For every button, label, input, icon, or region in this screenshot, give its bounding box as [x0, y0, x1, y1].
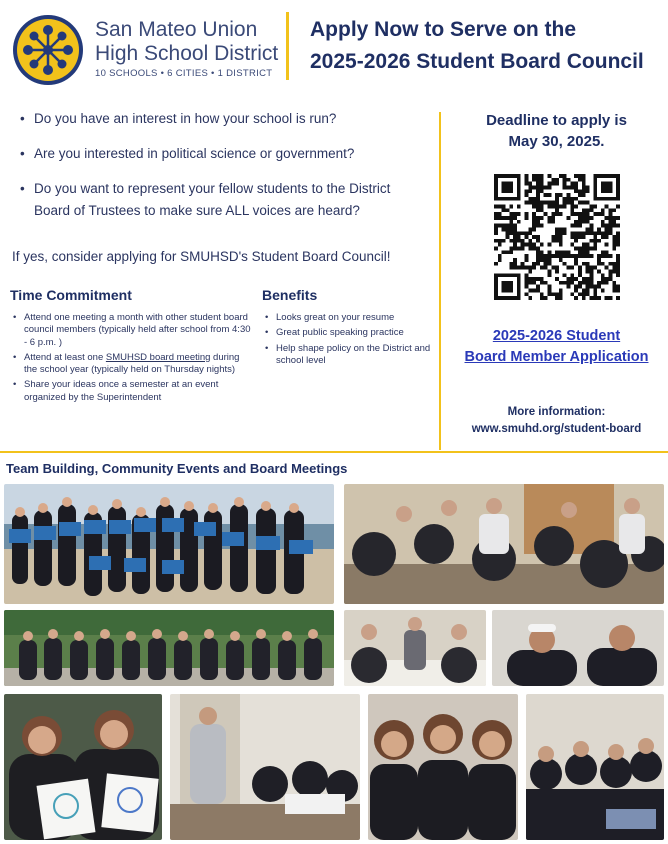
- deadline-line1: Deadline to apply is: [486, 112, 627, 129]
- list-item: [10, 352, 255, 377]
- photo-drawings: [4, 694, 162, 840]
- photo-two-students: [492, 610, 664, 686]
- qr-code-icon[interactable]: [494, 174, 620, 300]
- application-link-line2[interactable]: Board Member Application: [464, 349, 649, 365]
- page-title: [310, 14, 665, 78]
- district-name: [95, 18, 278, 66]
- benefits-heading: Benefits: [262, 287, 318, 303]
- photo-garden-group: [4, 610, 334, 686]
- board-meeting-link[interactable]: SMUHSD board meeting: [105, 351, 211, 363]
- list-item: • Great public speaking practice: [262, 327, 437, 339]
- page-title-line2: 2025-2026 Student Board Council: [310, 50, 644, 73]
- time-commitment-list: [10, 312, 255, 407]
- photo-beach-group: [4, 484, 334, 604]
- photo-speaker: [526, 694, 664, 840]
- photo-workshop: [170, 694, 360, 840]
- district-name-line1: San Mateo Union: [95, 18, 258, 41]
- list-item: • Share your ideas once a semester at an event organized by the Superintendent: [10, 379, 255, 404]
- question-item: • Do you have an interest in how your school is run?: [12, 108, 422, 130]
- application-link-line1[interactable]: 2025-2026 Student: [492, 328, 621, 344]
- if-yes-text: If yes, consider applying for SMUHSD's Student Board Council!: [12, 249, 391, 264]
- section-divider: [0, 451, 668, 453]
- column-divider: [439, 112, 441, 450]
- more-info: [445, 404, 668, 438]
- more-info-url[interactable]: www.smuhd.org/student-board: [471, 423, 642, 435]
- district-tagline: 10 SCHOOLS • 6 CITIES • 1 DISTRICT: [95, 68, 273, 79]
- benefits-list: [262, 312, 437, 370]
- photo-board-members: [344, 610, 486, 686]
- list-item-text: Attend at least one: [24, 351, 106, 363]
- list-item-text: during the school year (typically held on Thursday nights): [24, 351, 240, 376]
- photos-heading: Team Building, Community Events and Board Meetings: [6, 461, 348, 476]
- list-item: • Attend one meeting a month with other student board council members (typically held after school from 4:30 - 6 p.m. ): [10, 312, 255, 349]
- question-list: [12, 108, 422, 222]
- question-item: • Are you interested in political science or government?: [12, 143, 422, 165]
- district-name-line2: High School District: [95, 42, 279, 65]
- deadline-line2: May 30, 2025.: [508, 133, 605, 150]
- photo-three-women: [368, 694, 518, 840]
- right-column: [445, 108, 668, 438]
- more-info-label: More information:: [507, 406, 606, 418]
- list-item: • Looks great on your resume: [262, 312, 437, 324]
- application-link[interactable]: [445, 326, 668, 368]
- district-logo-icon: [12, 14, 84, 86]
- question-item: • Do you want to represent your fellow students to the District Board of Trustees to make sure ALL voices are heard?: [12, 178, 422, 222]
- photo-meeting-discussion: [344, 484, 664, 604]
- deadline-text: [445, 110, 668, 152]
- header: [0, 0, 668, 95]
- page-title-line1: Apply Now to Serve on the: [310, 18, 577, 41]
- intro-section: [12, 108, 422, 264]
- header-divider: [286, 12, 289, 80]
- list-item: • Help shape policy on the District and school level: [262, 343, 437, 368]
- time-commitment-heading: Time Commitment: [10, 287, 132, 303]
